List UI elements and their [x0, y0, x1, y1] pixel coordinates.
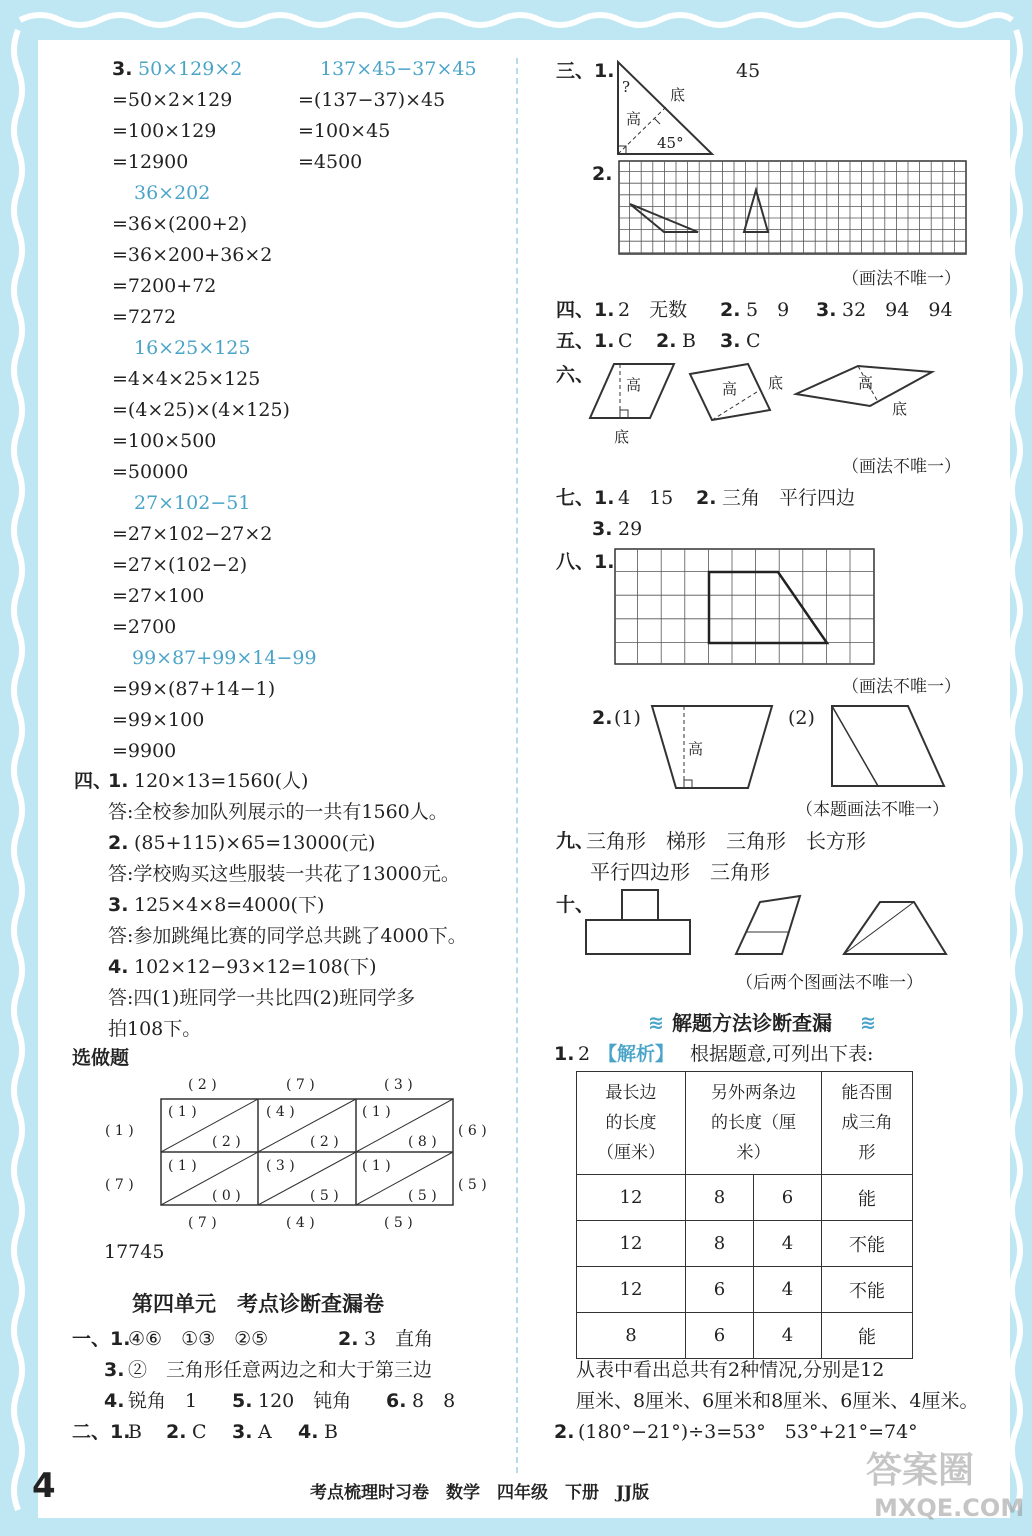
- u2-answer: B: [128, 1421, 142, 1443]
- s4-q: 3.: [816, 299, 837, 321]
- optional-title: 选做题: [72, 1047, 130, 1069]
- s9-answer: 三角形 梯形 三角形 长方形: [586, 829, 866, 853]
- calc4-expr: 16×25×125: [134, 337, 251, 359]
- s7-label: 七、1.: [556, 487, 615, 509]
- table-cell: 不能: [822, 1267, 913, 1313]
- table-header: [822, 1072, 913, 1175]
- table-cell: 不能: [822, 1221, 913, 1267]
- table-cell: 8: [577, 1313, 686, 1359]
- table-cell: 6: [754, 1175, 822, 1221]
- word-problem-number: 3.: [108, 894, 129, 916]
- s9-label: 九、: [556, 830, 595, 852]
- s3-label: 三、1.: [556, 60, 615, 82]
- grid-figure-2: [614, 548, 876, 666]
- s10-figures: [584, 888, 954, 958]
- m2-text: (180°−21°)÷3=53° 53°+21°=74°: [578, 1421, 918, 1443]
- calc5-step: =27×102−27×2: [112, 523, 273, 545]
- u1-label: 一、1.: [72, 1328, 131, 1350]
- lattice-bottom: ( 5 ): [384, 1215, 413, 1231]
- lattice-cell: ( 3 ): [266, 1158, 295, 1174]
- word-problem-answer: 答:学校购买这些服装一共花了13000元。: [108, 863, 460, 885]
- s5-answer: B: [682, 330, 696, 352]
- lattice-cell: ( 0 ): [212, 1188, 241, 1204]
- s9-answer: 平行四边形 三角形: [590, 860, 770, 884]
- s6-gao-label: 高: [626, 376, 642, 394]
- calc4-step: =4×4×25×125: [112, 368, 261, 390]
- note-not-unique: （画法不唯一）: [842, 457, 961, 477]
- method-deco-icon: ≋: [648, 1012, 664, 1034]
- word-problem-equation: 102×12−93×12=108(下): [134, 956, 377, 978]
- lattice-answer: 17745: [104, 1241, 165, 1263]
- s7-q: 2.: [696, 487, 717, 509]
- m1-conclusion: 从表中看出总共有2种情况,分别是12: [576, 1359, 885, 1381]
- note-not-unique: （画法不唯一）: [842, 677, 961, 697]
- s6-di-label: 底: [768, 374, 784, 392]
- header-line: 的长度: [605, 1113, 657, 1133]
- calc2-step: =4500: [298, 151, 363, 173]
- note-not-unique: （画法不唯一）: [842, 269, 961, 289]
- table-cell: 能: [822, 1313, 913, 1359]
- m1-conclusion: 厘米、8厘米、6厘米和8厘米、6厘米、4厘米。: [576, 1390, 979, 1412]
- calc3-step: =7272: [112, 306, 177, 328]
- s8-parallelogram: [830, 704, 946, 788]
- s6-label: 六、: [556, 364, 595, 386]
- s3-angle-label: 45°: [657, 134, 684, 152]
- u1-q4: 4.: [104, 1390, 125, 1412]
- table-cell: 6: [686, 1267, 754, 1313]
- word-problem-equation: 120×13=1560(人): [134, 770, 309, 792]
- u1-answer: ④⑥ ①③ ②⑤: [128, 1328, 269, 1350]
- table-cell: 4: [754, 1267, 822, 1313]
- s6-di-label: 底: [892, 400, 908, 418]
- table-cell: 能: [822, 1175, 913, 1221]
- s5-q: 3.: [720, 330, 741, 352]
- s3-q2: 2.: [592, 163, 613, 185]
- section4-label: 四、: [74, 770, 113, 792]
- table-cell: 4: [754, 1313, 822, 1359]
- calc4-step: =(4×25)×(4×125): [112, 399, 290, 421]
- lattice-cell: ( 5 ): [408, 1188, 437, 1204]
- word-problem-answer: 答:四(1)班同学一共比四(2)班同学多: [108, 987, 416, 1009]
- lattice-cell: ( 1 ): [362, 1104, 391, 1120]
- m1-number: 1.: [554, 1043, 575, 1065]
- lattice-left: ( 7 ): [105, 1177, 134, 1193]
- s4-label: 四、1.: [556, 299, 615, 321]
- table-cell: 12: [577, 1267, 686, 1313]
- u1-q5-answer: 120 钝角: [258, 1390, 352, 1412]
- word-problem-answer: 拍108下。: [108, 1018, 202, 1040]
- s8-trapezoid: [650, 704, 774, 790]
- s4-answer: 2 无数: [618, 299, 688, 321]
- u2-label: 二、1.: [72, 1421, 131, 1443]
- u1-q6-answer: 8 8: [412, 1390, 456, 1412]
- s6-di-label: 底: [614, 428, 630, 446]
- u1-q3: 3.: [104, 1359, 125, 1381]
- table-cell: 8: [686, 1221, 754, 1267]
- calc3-expr: 36×202: [134, 182, 211, 204]
- column-divider: [516, 58, 518, 1473]
- watermark-url: MXQE.COM: [874, 1494, 1025, 1522]
- calc3-step: =36×200+36×2: [112, 244, 273, 266]
- header-line: 形: [858, 1143, 876, 1163]
- s7-q: 3.: [592, 518, 613, 540]
- s8-part1: (1): [614, 707, 641, 729]
- note-last-two: （后两个图画法不唯一）: [736, 973, 923, 993]
- lattice-cell: ( 2 ): [212, 1134, 241, 1150]
- method-deco-icon: ≋: [860, 1012, 876, 1034]
- header-line: 的长度（厘: [711, 1113, 796, 1133]
- s7-answer: 三角 平行四边: [722, 487, 856, 509]
- s3-value: 45: [736, 60, 761, 82]
- lattice-cell: ( 1 ): [168, 1104, 197, 1120]
- m2-number: 2.: [554, 1421, 575, 1443]
- s3-question-mark: ?: [622, 78, 631, 96]
- word-problem-number: 4.: [108, 956, 129, 978]
- lattice-top: ( 3 ): [384, 1077, 413, 1093]
- unit-title: 第四单元 考点诊断查漏卷: [132, 1292, 384, 1316]
- u2-answer: C: [192, 1421, 207, 1443]
- q3-label: 3.: [112, 58, 133, 80]
- grid-figure-1: [618, 160, 968, 256]
- lattice-bottom: ( 4 ): [286, 1215, 315, 1231]
- s8-part2: (2): [788, 707, 815, 729]
- table-cell: 12: [577, 1175, 686, 1221]
- lattice-cell: ( 8 ): [408, 1134, 437, 1150]
- s3-gao-label: 高: [626, 110, 642, 128]
- u2-answer: A: [258, 1421, 272, 1443]
- calc1-expr: 50×129×2: [138, 58, 243, 80]
- lattice-right: ( 5 ): [458, 1177, 487, 1193]
- note-this-not-unique: （本题画法不唯一）: [796, 800, 949, 820]
- s8-q2: 2.: [592, 707, 613, 729]
- u1-q5: 5.: [232, 1390, 253, 1412]
- word-problem-number: 1.: [108, 770, 129, 792]
- header-line: 米）: [736, 1143, 771, 1163]
- m1-text: 根据题意,可列出下表:: [690, 1043, 874, 1065]
- s5-answer: C: [746, 330, 761, 352]
- lattice-right: ( 6 ): [458, 1123, 487, 1139]
- lattice-top: ( 7 ): [286, 1077, 315, 1093]
- s4-answer: 32 94 94: [842, 299, 953, 321]
- book-title: 考点梳理时习卷 数学 四年级 下册 JJ版: [310, 1483, 650, 1503]
- s4-answer: 5 9: [746, 299, 790, 321]
- header-line: （厘米）: [597, 1143, 665, 1163]
- watermark-logo: [862, 1436, 1025, 1528]
- page-number: 4: [32, 1466, 56, 1506]
- u2-q: 4.: [298, 1421, 319, 1443]
- lattice-cell: ( 4 ): [266, 1104, 295, 1120]
- s5-label: 五、1.: [556, 330, 615, 352]
- lattice-cell: ( 1 ): [362, 1158, 391, 1174]
- table-cell: 4: [754, 1221, 822, 1267]
- u1-q2-answer: 3 直角: [364, 1328, 434, 1350]
- calc1-step: =50×2×129: [112, 89, 233, 111]
- calc3-step: =36×(200+2): [112, 213, 248, 235]
- table-row: [577, 1175, 913, 1221]
- u2-answer: B: [324, 1421, 338, 1443]
- lattice-bottom: ( 7 ): [188, 1215, 217, 1231]
- watermark-text: 答案圈: [866, 1450, 975, 1491]
- table-row: [577, 1267, 913, 1313]
- table-cell: 8: [686, 1175, 754, 1221]
- s5-q: 2.: [656, 330, 677, 352]
- m1-answer: 2: [578, 1043, 591, 1065]
- s3-di-label: 底: [670, 86, 686, 104]
- u1-q4-answer: 锐角 1: [128, 1390, 198, 1412]
- calc3-step: =7200+72: [112, 275, 217, 297]
- s6-gao-label: 高: [858, 374, 874, 392]
- calc1-step: =100×129: [112, 120, 217, 142]
- calc2-expr: 137×45−37×45: [320, 58, 477, 80]
- s5-answer: C: [618, 330, 633, 352]
- calc2-step: =100×45: [298, 120, 391, 142]
- u1-q2: 2.: [338, 1328, 359, 1350]
- lattice-cell: ( 1 ): [168, 1158, 197, 1174]
- s8-label: 八、1.: [556, 551, 615, 573]
- s7-answer: 4 15: [618, 487, 674, 509]
- calc6-step: =99×100: [112, 709, 205, 731]
- table-cell: 12: [577, 1221, 686, 1267]
- s7-answer: 29: [618, 518, 643, 540]
- s10-label: 十、: [556, 894, 595, 916]
- calc5-expr: 27×102−51: [134, 492, 251, 514]
- m1-tag: 【解析】: [598, 1043, 675, 1065]
- table-header: [577, 1072, 686, 1175]
- word-problem-equation: (85+115)×65=13000(元): [134, 832, 376, 854]
- table-row: [577, 1221, 913, 1267]
- s8-gao-label: 高: [688, 740, 704, 758]
- calc6-expr: 99×87+99×14−99: [132, 647, 317, 669]
- word-problem-number: 2.: [108, 832, 129, 854]
- calc1-step: =12900: [112, 151, 189, 173]
- s4-q: 2.: [720, 299, 741, 321]
- header-line: 成三角: [841, 1113, 893, 1133]
- calc4-step: =50000: [112, 461, 189, 483]
- header-line: 最长边: [605, 1083, 657, 1103]
- method-title: 解题方法诊断查漏: [672, 1011, 832, 1035]
- calc5-step: =2700: [112, 616, 177, 638]
- word-problem-equation: 125×4×8=4000(下): [134, 894, 325, 916]
- calc4-step: =100×500: [112, 430, 217, 452]
- word-problem-answer: 答:参加跳绳比赛的同学总共跳了4000下。: [108, 925, 467, 947]
- header-line: 另外两条边: [711, 1083, 796, 1103]
- lattice-cell: ( 5 ): [310, 1188, 339, 1204]
- calc6-step: =99×(87+14−1): [112, 678, 276, 700]
- lattice-cell: ( 2 ): [310, 1134, 339, 1150]
- table-cell: 6: [686, 1313, 754, 1359]
- lattice-left: ( 1 ): [105, 1123, 134, 1139]
- triangle-table: [576, 1071, 913, 1359]
- word-problem-answer: 答:全校参加队列展示的一共有1560人。: [108, 801, 448, 823]
- calc2-step: =(137−37)×45: [298, 89, 446, 111]
- calc5-step: =27×(102−2): [112, 554, 248, 576]
- u2-q: 2.: [166, 1421, 187, 1443]
- calc5-step: =27×100: [112, 585, 205, 607]
- header-line: 能否围: [841, 1083, 893, 1103]
- lattice-top: ( 2 ): [188, 1077, 217, 1093]
- s6-gao-label: 高: [722, 380, 738, 398]
- calc6-step: =9900: [112, 740, 177, 762]
- u2-q: 3.: [232, 1421, 253, 1443]
- u1-q6: 6.: [386, 1390, 407, 1412]
- table-row: [577, 1313, 913, 1359]
- u1-q3-answer: ② 三角形任意两边之和大于第三边: [128, 1359, 433, 1381]
- table-header: [686, 1072, 822, 1175]
